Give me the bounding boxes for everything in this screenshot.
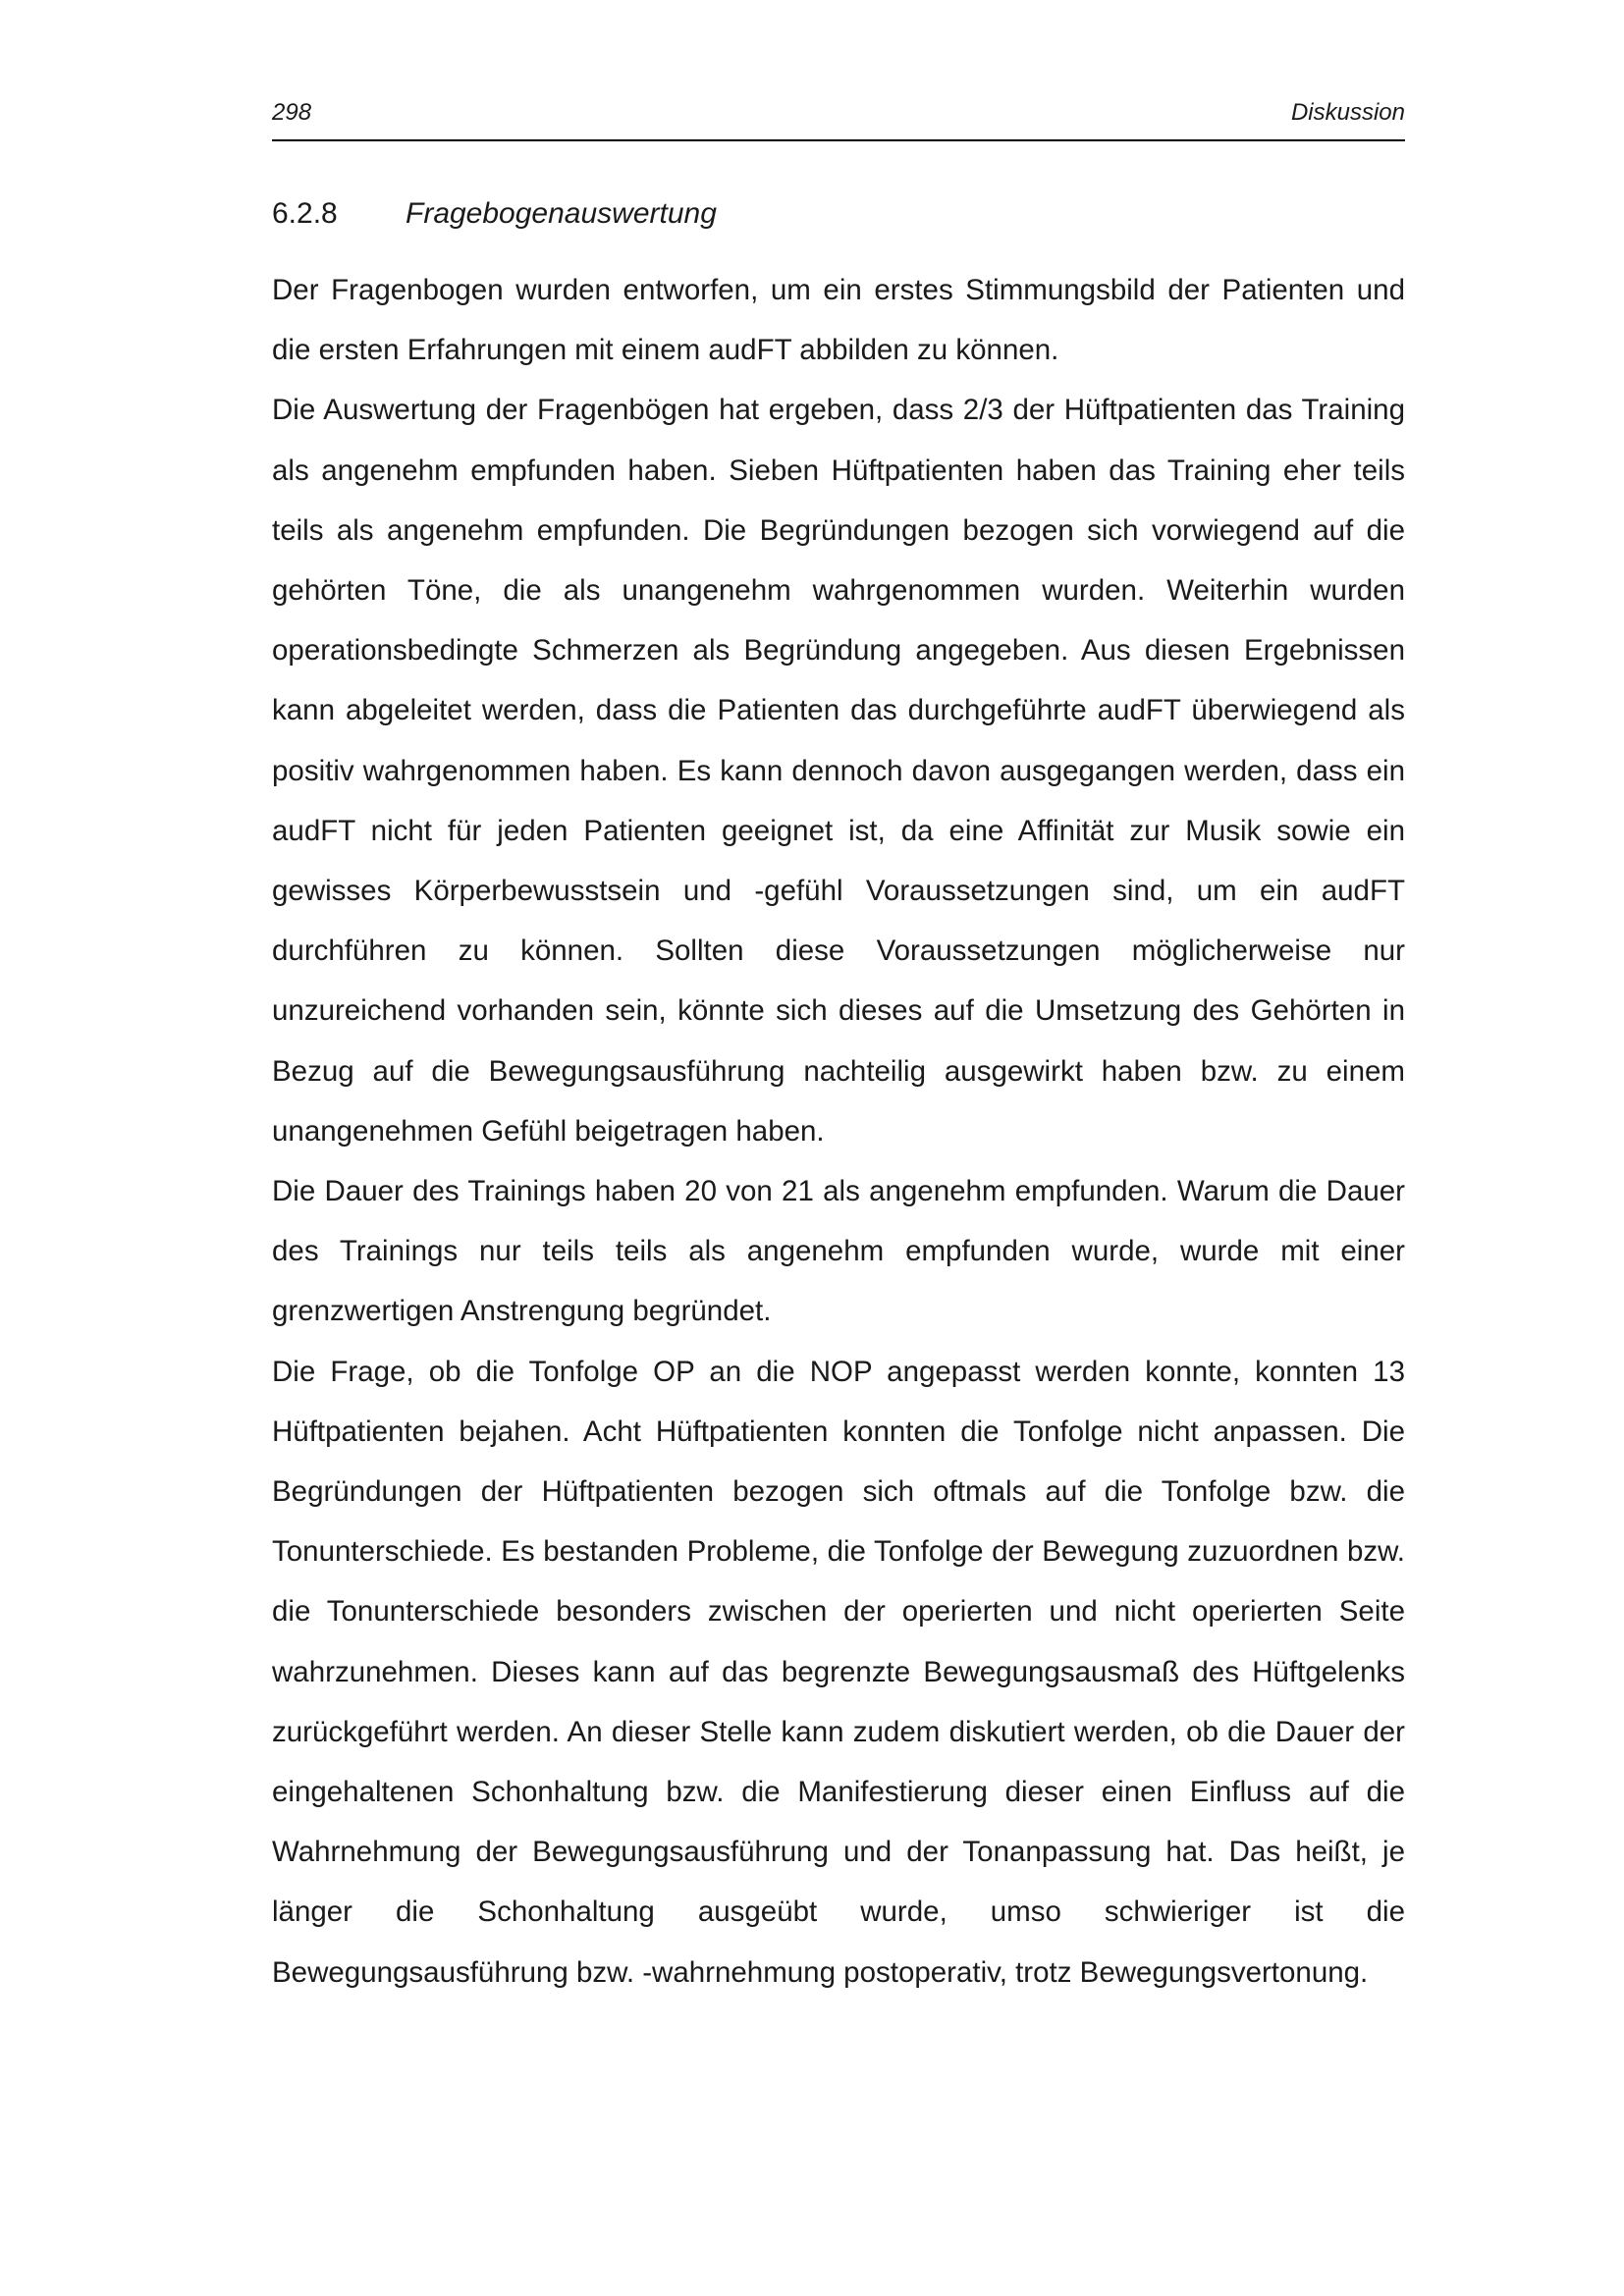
chapter-title: Diskussion <box>1290 99 1405 126</box>
body-text <box>272 260 1405 2002</box>
page-number: 298 <box>272 99 312 126</box>
paragraph: Der Fragenbogen wurden entworfen, um ein erstes Stimmungsbild der Patienten und die ersten Erfahrungen mit einem audFT abbilden zu können. <box>272 274 1405 367</box>
section-title: Fragebogenauswertung <box>406 197 717 230</box>
section-heading <box>272 196 717 232</box>
paragraph: Die Auswertung der Fragenbögen hat ergeben, dass 2/3 der Hüftpatienten das Training als angenehm empfunden haben. Sieben Hüftpatienten haben das Training eher teils teils als angenehm empfunden. Die Begründungen bezogen sich vorwiegend auf die gehörten Töne, die als unangenehm wahrgenommen wurden. Weiterhin wurden operationsbedingte Schmerzen als Begründung angegeben. Aus diesen Ergebnissen kann abgeleitet werden, dass die Patienten das durchgeführte audFT überwiegend als positiv wahrgenommen haben. Es kann dennoch davon ausgegangen werden, dass ein audFT nicht für jeden Patienten geeignet ist, da eine Affinität zur Musik sowie ein gewisses Körperbewusstsein und -gefühl Voraussetzungen sind, um ein audFT durchführen zu können. Sollten diese Voraussetzungen möglicherweise nur unzureichend vorhanden sein, könnte sich dieses auf die Umsetzung des Gehörten in Bezug auf die Bewegungsausführung nachteilig ausgewirkt haben bzw. zu einem unangenehmen Gefühl beigetragen haben. <box>272 394 1405 1148</box>
paragraph: Die Frage, ob die Tonfolge OP an die NOP angepasst werden konnte, konnten 13 Hüftpatienten bejahen. Acht Hüftpatienten konnten die Tonfolge nicht anpassen. Die Begründungen der Hüftpatienten bezogen sich oftmals auf die Tonfolge bzw. die Tonunterschiede. Es bestanden Probleme, die Tonfolge der Bewegung zuzuordnen bzw. die Tonunterschiede besonders zwischen der operierten und nicht operierten Seite wahrzunehmen. Dieses kann auf das begrenzte Bewegungsausmaß des Hüftgelenks zurückgeführt werden. An dieser Stelle kann zudem diskutiert werden, ob die Dauer der eingehaltenen Schonhaltung bzw. die Manifestierung dieser einen Einfluss auf die Wahrnehmung der Bewegungsausführung und der Tonanpassung hat. Das heißt, je länger die Schonhaltung ausgeübt wurde, umso schwieriger ist die Bewegungsausführung bzw. -wahrnehmung postoperativ, trotz Bewegungsvertonung. <box>272 1355 1405 1989</box>
section-number: 6.2.8 <box>272 197 338 230</box>
running-header <box>272 98 1405 141</box>
paragraph: Die Dauer des Trainings haben 20 von 21 als angenehm empfunden. Warum die Dauer des Trainings nur teils teils als angenehm empfunden wurde, wurde mit einer grenzwertigen Anstrengung begründet. <box>272 1175 1405 1328</box>
